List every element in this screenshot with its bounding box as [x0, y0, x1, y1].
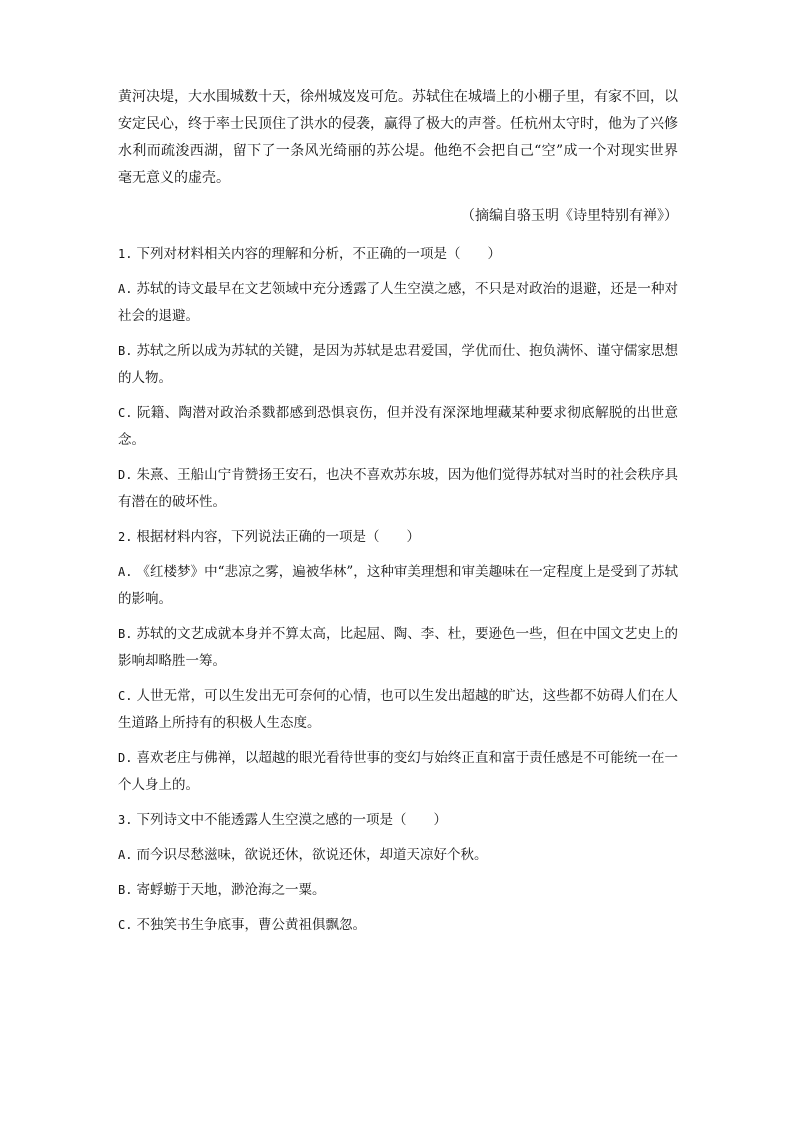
document-page [118, 84, 678, 947]
option-text: 而今识尽愁滋味，欲说还休，欲说还休，却道天凉好个秋。 [136, 847, 488, 863]
question-number: 2. [118, 530, 133, 544]
question-number: 1. [118, 247, 133, 261]
option-item [118, 683, 678, 737]
passage-paragraph: 黄河决堤，大水围城数十天，徐州城岌岌可危。苏轼住在城墙上的小棚子里，有家不回，以安定民心，终于率士民顶住了洪水的侵袭，赢得了极大的声誉。任杭州太守时，他为了兴修水利而疏浚西湖，留下了一条风光绮丽的苏公堤。他绝不会把自己“空”成一个对现实世界毫无意义的虚壳。 [118, 89, 678, 186]
option-label: C. [118, 689, 133, 703]
option-label: A. [118, 565, 133, 579]
option-text: 《红楼梦》中“悲凉之雾，遍被华林”，这种审美理想和审美趣味在一定程度上是受到了苏轼的影响。 [118, 564, 678, 607]
option-item [118, 338, 678, 392]
option-label: C. [118, 918, 133, 932]
option-item [118, 745, 678, 799]
option-text: 不独笑书生争底事，曹公黄祖俱飘忽。 [136, 917, 366, 933]
option-item [118, 400, 678, 454]
option-item [118, 276, 678, 330]
question-stem [118, 807, 678, 834]
question-block [118, 241, 678, 516]
option-item [118, 559, 678, 613]
passage-source: （摘编自骆玉明《诗里特别有禅》） [461, 208, 678, 224]
option-text: 寄蜉蝣于天地，渺沧海之一粟。 [136, 882, 326, 898]
option-item [118, 621, 678, 675]
question-text: 下列诗文中不能透露人生空漠之感的一项是（ ） [136, 812, 447, 828]
option-text: 苏轼的文艺成就本身并不算太高，比起屈、陶、李、杜，要逊色一些，但在中国文艺史上的影响却略胜一筹。 [118, 626, 678, 669]
option-text: 喜欢老庄与佛禅，以超越的眼光看待世事的变幻与始终正直和富于责任感是不可能统一在一个人身上的。 [118, 750, 678, 793]
question-stem [118, 524, 678, 551]
option-label: A. [118, 848, 133, 862]
option-label: B. [118, 627, 133, 641]
option-item [118, 842, 678, 869]
option-label: B. [118, 344, 133, 358]
question-stem [118, 241, 678, 268]
option-label: D. [118, 751, 133, 765]
option-label: C. [118, 406, 133, 420]
option-label: D. [118, 468, 133, 482]
question-block [118, 807, 678, 939]
question-block [118, 524, 678, 799]
option-item [118, 877, 678, 904]
option-label: A. [118, 282, 133, 296]
option-label: B. [118, 883, 133, 897]
question-number: 3. [118, 813, 133, 827]
option-text: 苏轼之所以成为苏轼的关键，是因为苏轼是忠君爱国，学优而仕、抱负满怀、谨守儒家思想的人物。 [118, 343, 678, 386]
option-text: 人世无常，可以生发出无可奈何的心情，也可以生发出超越的旷达，这些都不妨碍人们在人生道路上所持有的积极人生态度。 [118, 688, 678, 731]
option-item [118, 912, 678, 939]
question-text: 下列对材料相关内容的理解和分析，不正确的一项是（ ） [136, 246, 501, 262]
option-text: 朱熹、王船山宁肯赞扬王安石，也决不喜欢苏东坡，因为他们觉得苏轼对当时的社会秩序具有潜在的破坏性。 [118, 467, 678, 510]
option-item [118, 462, 678, 516]
option-text: 苏轼的诗文最早在文艺领域中充分透露了人生空漠之感，不只是对政治的退避，还是一种对社会的退避。 [118, 281, 678, 324]
question-text: 根据材料内容，下列说法正确的一项是（ ） [136, 529, 420, 545]
option-text: 阮籍、陶潜对政治杀戮都感到恐惧哀伤，但并没有深深地埋藏某种要求彻底解脱的出世意念。 [118, 405, 678, 448]
